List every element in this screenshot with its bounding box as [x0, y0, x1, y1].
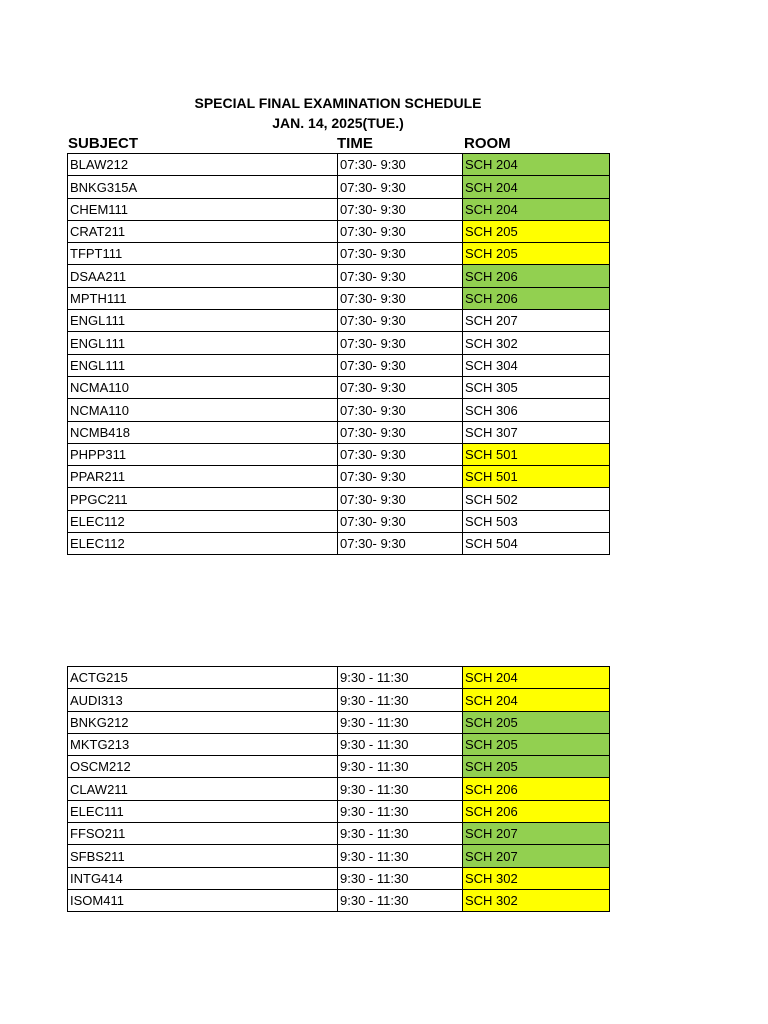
time-cell: 9:30 - 11:30 — [338, 889, 463, 911]
time-cell: 9:30 - 11:30 — [338, 845, 463, 867]
subject-cell: MPTH111 — [68, 287, 338, 309]
subject-cell: ENGL111 — [68, 332, 338, 354]
room-cell: SCH 501 — [463, 466, 610, 488]
time-cell: 07:30- 9:30 — [338, 332, 463, 354]
time-cell: 9:30 - 11:30 — [338, 756, 463, 778]
subject-cell: TFPT111 — [68, 243, 338, 265]
time-cell: 9:30 - 11:30 — [338, 733, 463, 755]
table-row — [68, 889, 610, 911]
time-cell: 07:30- 9:30 — [338, 176, 463, 198]
subject-cell: NCMA110 — [68, 399, 338, 421]
time-cell: 07:30- 9:30 — [338, 399, 463, 421]
time-cell: 07:30- 9:30 — [338, 354, 463, 376]
table-row — [68, 287, 610, 309]
table-row — [68, 376, 610, 398]
subject-cell: PHPP311 — [68, 443, 338, 465]
room-cell: SCH 206 — [463, 800, 610, 822]
subject-cell: BNKG212 — [68, 711, 338, 733]
subject-cell: BLAW212 — [68, 154, 338, 176]
table-row — [68, 845, 610, 867]
time-cell: 9:30 - 11:30 — [338, 667, 463, 689]
table-row — [68, 823, 610, 845]
time-cell: 07:30- 9:30 — [338, 220, 463, 242]
session-2-table — [67, 666, 610, 912]
time-cell: 9:30 - 11:30 — [338, 867, 463, 889]
table-row — [68, 154, 610, 176]
subject-cell: FFSO211 — [68, 823, 338, 845]
table-row — [68, 443, 610, 465]
table-row — [68, 220, 610, 242]
subject-cell: CLAW211 — [68, 778, 338, 800]
time-cell: 07:30- 9:30 — [338, 243, 463, 265]
table-row — [68, 800, 610, 822]
subject-cell: ISOM411 — [68, 889, 338, 911]
table-row — [68, 733, 610, 755]
subject-cell: ELEC111 — [68, 800, 338, 822]
schedule-title: SPECIAL FINAL EXAMINATION SCHEDULE — [194, 95, 482, 111]
room-cell: SCH 302 — [463, 889, 610, 911]
session-1-table — [67, 153, 610, 555]
time-cell: 07:30- 9:30 — [338, 443, 463, 465]
time-cell: 9:30 - 11:30 — [338, 800, 463, 822]
subject-cell: MKTG213 — [68, 733, 338, 755]
room-cell: SCH 205 — [463, 243, 610, 265]
time-cell: 07:30- 9:30 — [338, 154, 463, 176]
room-cell: SCH 205 — [463, 220, 610, 242]
room-cell: SCH 204 — [463, 689, 610, 711]
room-cell: SCH 502 — [463, 488, 610, 510]
time-cell: 07:30- 9:30 — [338, 198, 463, 220]
subject-cell: AUDI313 — [68, 689, 338, 711]
table-row — [68, 198, 610, 220]
room-cell: SCH 207 — [463, 310, 610, 332]
subject-cell: SFBS211 — [68, 845, 338, 867]
subject-cell: NCMB418 — [68, 421, 338, 443]
time-cell: 9:30 - 11:30 — [338, 689, 463, 711]
room-cell: SCH 204 — [463, 667, 610, 689]
subject-cell: OSCM212 — [68, 756, 338, 778]
time-cell: 07:30- 9:30 — [338, 287, 463, 309]
table-row — [68, 488, 610, 510]
time-cell: 07:30- 9:30 — [338, 466, 463, 488]
table-row — [68, 711, 610, 733]
time-cell: 07:30- 9:30 — [338, 421, 463, 443]
room-cell: SCH 307 — [463, 421, 610, 443]
room-cell: SCH 205 — [463, 711, 610, 733]
subject-header: SUBJECT — [68, 135, 139, 152]
subject-cell: BNKG315A — [68, 176, 338, 198]
schedule-date: JAN. 14, 2025(TUE.) — [272, 115, 404, 131]
subject-cell: INTG414 — [68, 867, 338, 889]
room-cell: SCH 304 — [463, 354, 610, 376]
time-cell: 07:30- 9:30 — [338, 488, 463, 510]
subject-cell: PPGC211 — [68, 488, 338, 510]
time-cell: 07:30- 9:30 — [338, 310, 463, 332]
room-header: ROOM — [464, 135, 511, 152]
room-cell: SCH 501 — [463, 443, 610, 465]
table-row — [68, 310, 610, 332]
subject-cell: ENGL111 — [68, 354, 338, 376]
subject-cell: ELEC112 — [68, 533, 338, 555]
subject-cell: NCMA110 — [68, 376, 338, 398]
room-cell: SCH 206 — [463, 265, 610, 287]
subject-cell: PPAR211 — [68, 466, 338, 488]
time-cell: 9:30 - 11:30 — [338, 778, 463, 800]
room-cell: SCH 206 — [463, 778, 610, 800]
room-cell: SCH 504 — [463, 533, 610, 555]
time-cell: 9:30 - 11:30 — [338, 823, 463, 845]
table-row — [68, 778, 610, 800]
room-cell: SCH 205 — [463, 756, 610, 778]
table-row — [68, 756, 610, 778]
table-row — [68, 243, 610, 265]
table-row — [68, 176, 610, 198]
room-cell: SCH 503 — [463, 510, 610, 532]
subject-cell: CRAT211 — [68, 220, 338, 242]
time-cell: 07:30- 9:30 — [338, 510, 463, 532]
subject-cell: ENGL111 — [68, 310, 338, 332]
table-row — [68, 510, 610, 532]
room-cell: SCH 204 — [463, 198, 610, 220]
table-row — [68, 265, 610, 287]
time-cell: 07:30- 9:30 — [338, 265, 463, 287]
time-cell: 9:30 - 11:30 — [338, 711, 463, 733]
table-row — [68, 354, 610, 376]
table-row — [68, 689, 610, 711]
table-row — [68, 399, 610, 421]
table-row — [68, 466, 610, 488]
time-cell: 07:30- 9:30 — [338, 533, 463, 555]
room-cell: SCH 207 — [463, 823, 610, 845]
room-cell: SCH 306 — [463, 399, 610, 421]
time-header: TIME — [337, 135, 373, 152]
table-row — [68, 533, 610, 555]
room-cell: SCH 205 — [463, 733, 610, 755]
subject-cell: DSAA211 — [68, 265, 338, 287]
room-cell: SCH 206 — [463, 287, 610, 309]
subject-cell: CHEM111 — [68, 198, 338, 220]
table-row — [68, 421, 610, 443]
table-row — [68, 332, 610, 354]
room-cell: SCH 302 — [463, 867, 610, 889]
room-cell: SCH 302 — [463, 332, 610, 354]
room-cell: SCH 204 — [463, 154, 610, 176]
room-cell: SCH 305 — [463, 376, 610, 398]
time-cell: 07:30- 9:30 — [338, 376, 463, 398]
room-cell: SCH 204 — [463, 176, 610, 198]
table-row — [68, 667, 610, 689]
room-cell: SCH 207 — [463, 845, 610, 867]
table-row — [68, 867, 610, 889]
subject-cell: ACTG215 — [68, 667, 338, 689]
subject-cell: ELEC112 — [68, 510, 338, 532]
